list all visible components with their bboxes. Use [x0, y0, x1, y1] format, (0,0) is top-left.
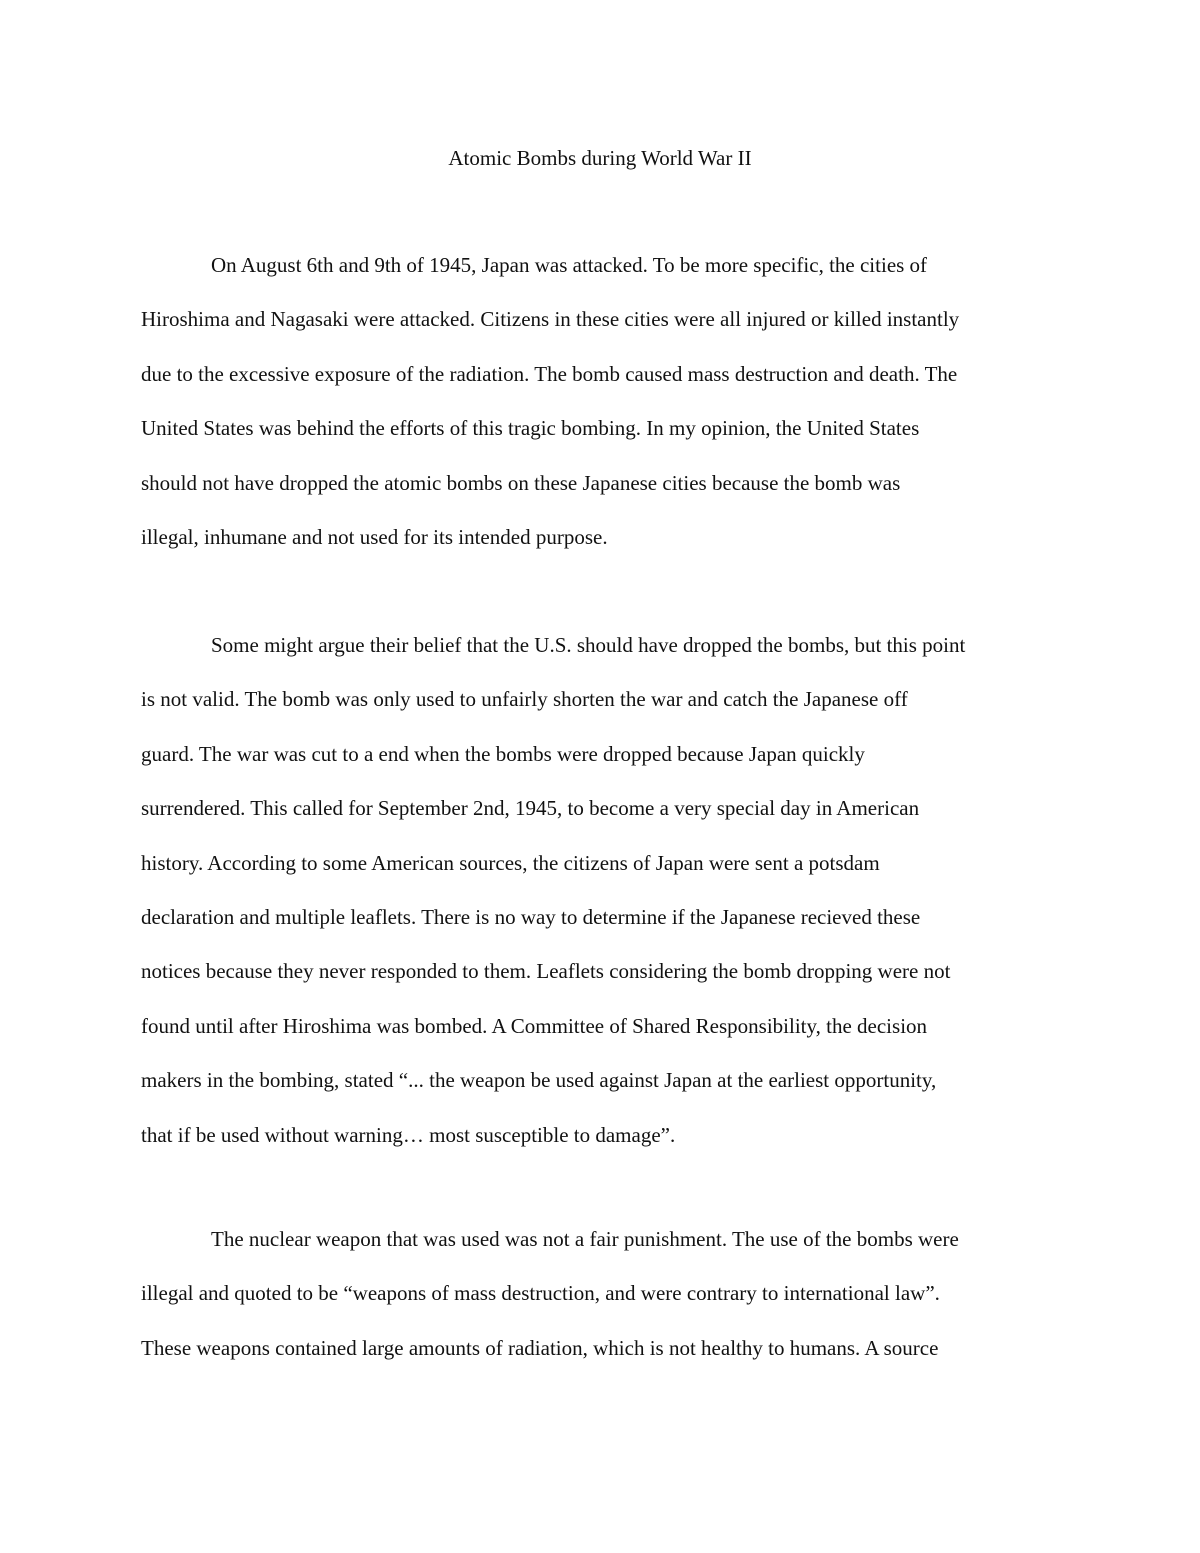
paragraph-2 — [141, 630, 1071, 1174]
paragraph-line: due to the excessive exposure of the radiation. The bomb caused mass destruction and death. The — [141, 361, 958, 386]
paragraph-line: Some might argue their belief that the U.S. should have dropped the bombs, but this point — [211, 633, 966, 657]
paragraph-line: guard. The war was cut to a end when the bombs were dropped because Japan quickly — [141, 741, 865, 766]
paragraph-line: that if be used without warning… most susceptible to damage”. — [141, 1122, 676, 1147]
paragraph-line: surrendered. This called for September 2nd, 1945, to become a very special day in American — [141, 796, 920, 821]
paragraph-3 — [141, 1224, 1071, 1387]
paragraph-line: declaration and multiple leaflets. There is no way to determine if the Japanese recieved these — [141, 904, 921, 929]
paragraph-line: illegal and quoted to be “weapons of mass destruction, and were contrary to international law”. — [141, 1281, 940, 1306]
paragraph-line: should not have dropped the atomic bombs on these Japanese cities because the bomb was — [141, 470, 901, 495]
paragraph-1 — [141, 250, 1071, 576]
paragraph-line: Hiroshima and Nagasaki were attacked. Citizens in these cities were all injured or killed instantly — [141, 307, 960, 332]
paragraph-line: notices because they never responded to them. Leaflets considering the bomb dropping were not — [141, 959, 951, 984]
paragraph-line: These weapons contained large amounts of radiation, which is not healthy to humans. A source — [141, 1335, 939, 1360]
paragraph-line: illegal, inhumane and not used for its intended purpose. — [141, 524, 608, 549]
paragraph-line: makers in the bombing, stated “... the weapon be used against Japan at the earliest opportunity, — [141, 1068, 937, 1093]
paragraph-line: found until after Hiroshima was bombed. A Committee of Shared Responsibility, the decision — [141, 1013, 928, 1038]
paragraph-line: is not valid. The bomb was only used to unfairly shorten the war and catch the Japanese off — [141, 687, 908, 712]
paragraph-line: The nuclear weapon that was used was not a fair punishment. The use of the bombs were — [211, 1227, 959, 1251]
paragraph-line: On August 6th and 9th of 1945, Japan was attacked. To be more specific, the cities of — [211, 253, 928, 277]
paragraph-line: history. According to some American sources, the citizens of Japan were sent a potsdam — [141, 850, 880, 875]
paragraph-line: United States was behind the efforts of this tragic bombing. In my opinion, the United States — [141, 416, 920, 441]
document-title: Atomic Bombs during World War II — [448, 146, 752, 170]
